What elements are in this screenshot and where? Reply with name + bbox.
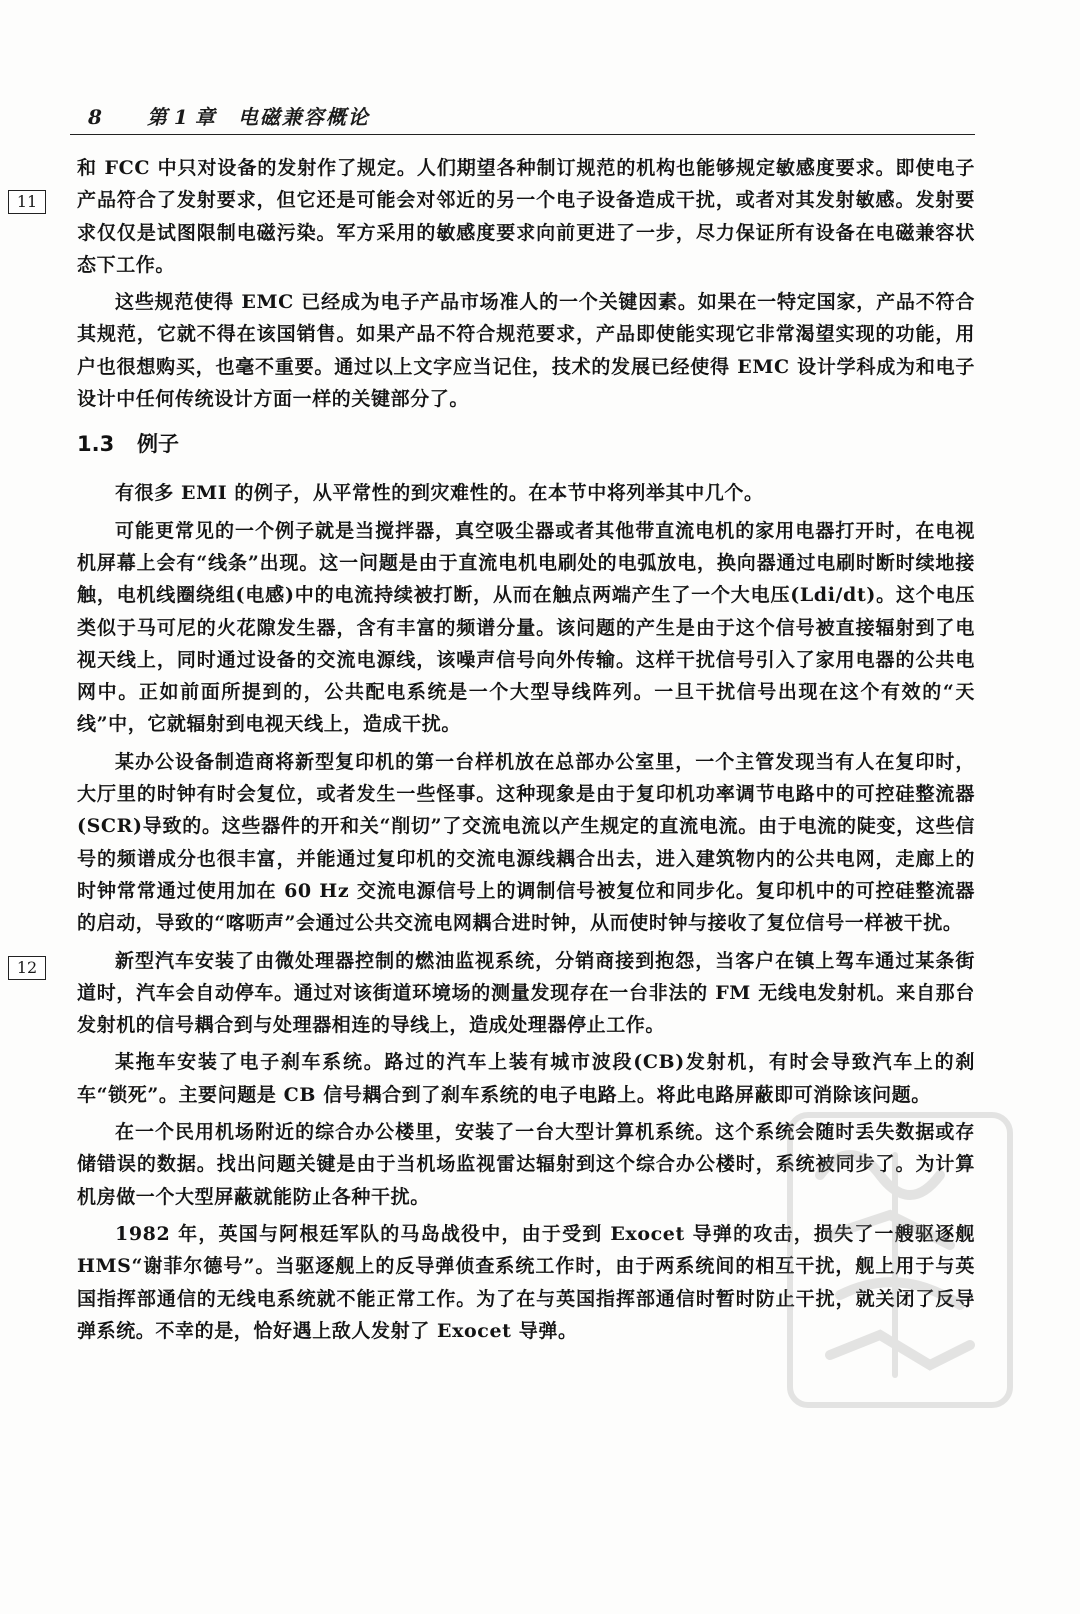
section-title: 例子 — [137, 432, 179, 457]
watermark-stamp — [770, 1095, 1020, 1415]
margin-ref-12: 12 — [8, 956, 46, 980]
paragraph: 可能更常见的一个例子就是当搅拌器，真空吸尘器或者其他带直流电机的家用电器打开时，在电视机屏幕上会有“线条”出现。这一问题是由于直流电机电刷处的电弧放电，换向器通过电刷时断时续地接触，电机线圈绕组(电感)中的电流持续被打断，从而在触点两端产生了一个大电压(Ldi/dt)。这个电压类似于马可尼的火花隙发生器，含有丰富的频谱分量。该问题的产生是由于这个信号被直接辐射到了电视天线上，同时通过设备的交流电源线，该噪声信号向外传输。这样干扰信号引入了家用电器的公共电网中。正如前面所提到的，公共配电系统是一个大型导线阵列。一旦干扰信号出现在这个有效的“天线”中，它就辐射到电视天线上，造成干扰。 — [77, 519, 975, 736]
section-heading — [77, 429, 975, 459]
margin-ref-11: 11 — [8, 190, 46, 214]
paragraph: 新型汽车安装了由微处理器控制的燃油监视系统，分销商接到抱怨，当客户在镇上驾车通过某条街道时，汽车会自动停车。通过对该街道环境场的测量发现存在一台非法的 FM 无线电发射机。来自那台发射机的信号耦合到与处理器相连的导线上，造成处理器停止工作。 — [77, 949, 975, 1037]
running-head — [88, 100, 968, 134]
page-number: 8 — [88, 105, 102, 129]
chapter-title: 电磁兼容概论 — [237, 105, 370, 129]
paragraph: 某拖车安装了电子刹车系统。路过的汽车上装有城市波段(CB)发射机，有时会导致汽车上的刹车“锁死”。主要问题是 CB 信号耦合到了刹车系统的电子电路上。将此电路屏蔽即可消除该问题。 — [77, 1051, 975, 1106]
paragraph-continued: 和 FCC 中只对设备的发射作了规定。人们期望各种制订规范的机构也能够规定敏感度要求。即使电子产品符合了发射要求，但它还是可能会对邻近的另一个电子设备造成干扰，或者对其发射敏感。发射要求仅仅是试图限制电磁污染。军方采用的敏感度要求向前更进了一步，尽力保证所有设备在电磁兼容状态下工作。 — [77, 157, 975, 276]
chapter-label: 第 1 章 — [146, 105, 215, 129]
paragraph: 1982 年，英国与阿根廷军队的马岛战役中，由于受到 Exocet 导弹的攻击，损失了一艘驱逐舰 HMS“谢菲尔德号”。当驱逐舰上的反导弹侦查系统工作时，由于两系统间的相互干扰，舰上用于与英国指挥部通信的无线电系统就不能正常工作。为了在与英国指挥部通信时暂时防止干扰，就关闭了反导弹系统。不幸的是，恰好遇上敌人发射了 Exocet 导弹。 — [77, 1222, 975, 1342]
paragraph: 在一个民用机场附近的综合办公楼里，安装了一台大型计算机系统。这个系统会随时丢失数据或存储错误的数据。找出问题关键是由于当机场监视雷达辐射到这个综合办公楼时，系统被同步了。为计算机房做一个大型屏蔽就能防止各种干扰。 — [77, 1121, 975, 1208]
paragraph: 这些规范使得 EMC 已经成为电子产品市场准人的一个关键因素。如果在一特定国家，产品不符合其规范，它就不得在该国销售。如果产品不符合规范要求，产品即使能实现它非常渴望实现的功能，用户也很想购买，也毫不重要。通过以上文字应当记住，技术的发展已经使得 EMC 设计学科成为和电子设计中任何传统设计方面一样的关键部分了。 — [77, 291, 975, 411]
paragraph: 某办公设备制造商将新型复印机的第一台样机放在总部办公室里，一个主管发现当有人在复印时，大厅里的时钟有时会复位，或者发生一些怪事。这种现象是由于复印机功率调节电路中的可控硅整流器(SCR)导致的。这些器件的开和关“削切”了交流电流以产生规定的直流电流。由于电流的陡变，这些信号的频谱成分也很丰富，并能通过复印机的交流电源线耦合出去，进入建筑物内的公共电网，走廊上的时钟常常通过使用加在 60 Hz 交流电源信号上的调制信号被复位和同步化。复印机中的可控硅整流器的启动，导致的“喀呖声”会通过公共交流电网耦合进时钟，从而使时钟与接收了复位信号一样被干扰。 — [77, 750, 975, 935]
header-rule — [70, 134, 975, 135]
paragraph: 有很多 EMI 的例子，从平常性的到灾难性的。在本节中将列举其中几个。 — [115, 482, 764, 505]
section-number: 1.3 — [77, 432, 115, 457]
